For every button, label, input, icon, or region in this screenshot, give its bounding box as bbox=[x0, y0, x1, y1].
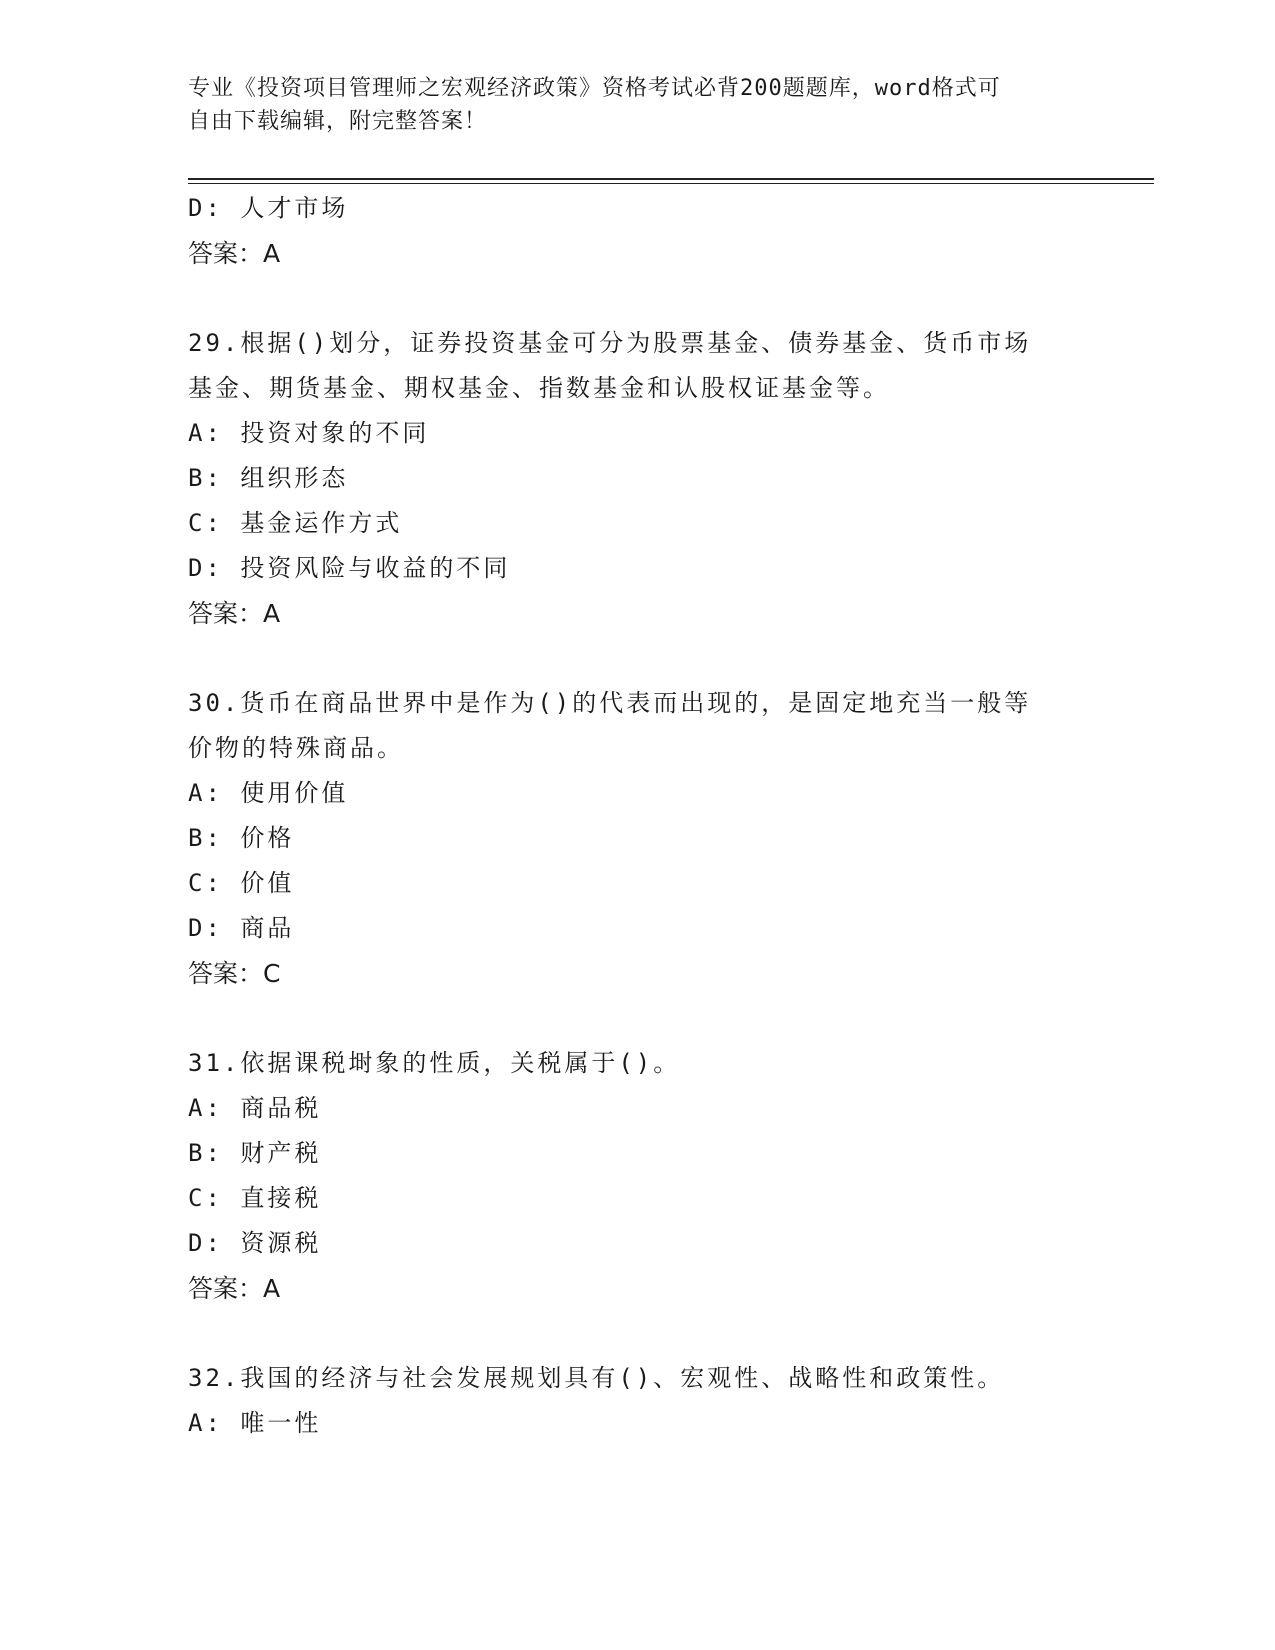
answer-line: 答案：A bbox=[188, 1274, 281, 1303]
spacer bbox=[188, 276, 1088, 321]
question-block bbox=[188, 681, 1088, 996]
question-stem: 32.我国的经济与社会发展规划具有()、宏观性、战略性和政策性。 bbox=[188, 1364, 1005, 1392]
option-a: A: 商品税 bbox=[188, 1094, 322, 1122]
question-stem: 29.根据()划分，证券投资基金可分为股票基金、债券基金、货币市场 bbox=[188, 329, 1032, 357]
answer-line: 答案：A bbox=[188, 599, 281, 628]
spacer bbox=[188, 996, 1088, 1041]
option-a: A: 使用价值 bbox=[188, 779, 349, 807]
option-a: A: 唯一性 bbox=[188, 1409, 322, 1437]
question-stem: 31.依据课税埘象的性质，关税属于()。 bbox=[188, 1049, 681, 1077]
option-b: B: 组织形态 bbox=[188, 464, 349, 492]
option-d: D: 人才市场 bbox=[188, 194, 349, 222]
option-b: B: 价格 bbox=[188, 824, 295, 852]
option-d: D: 商品 bbox=[188, 914, 295, 942]
option-c: C: 价值 bbox=[188, 869, 295, 897]
header-divider-thick bbox=[188, 178, 1154, 180]
header-line-2: 自由下载编辑，附完整答案！ bbox=[188, 109, 488, 134]
spacer bbox=[188, 1311, 1088, 1356]
option-c: C: 基金运作方式 bbox=[188, 509, 403, 537]
question-stem: 30.货币在商品世界中是作为()的代表而出现的，是固定地充当一般等 bbox=[188, 689, 1032, 717]
option-d: D: 投资风险与收益的不同 bbox=[188, 554, 511, 582]
question-block bbox=[188, 1356, 1088, 1446]
answer-line: 答案：C bbox=[188, 959, 281, 988]
question-stem-continued: 基金、期货基金、期权基金、指数基金和认股权证基金等。 bbox=[188, 374, 890, 402]
question-stem-continued: 价物的特殊商品。 bbox=[188, 734, 404, 762]
option-b: B: 财产税 bbox=[188, 1139, 322, 1167]
option-d: D: 资源税 bbox=[188, 1229, 322, 1257]
document-header bbox=[188, 72, 1088, 138]
spacer bbox=[188, 636, 1088, 681]
header-divider-thin bbox=[188, 183, 1154, 184]
question-block bbox=[188, 321, 1088, 636]
header-line-1: 专业《投资项目管理师之宏观经济政策》资格考试必背200题题库，word格式可 bbox=[188, 76, 1001, 101]
question-list bbox=[188, 186, 1088, 1446]
question-block bbox=[188, 1041, 1088, 1311]
answer-line: 答案：A bbox=[188, 239, 281, 268]
option-a: A: 投资对象的不同 bbox=[188, 419, 430, 447]
option-c: C: 直接税 bbox=[188, 1184, 322, 1212]
